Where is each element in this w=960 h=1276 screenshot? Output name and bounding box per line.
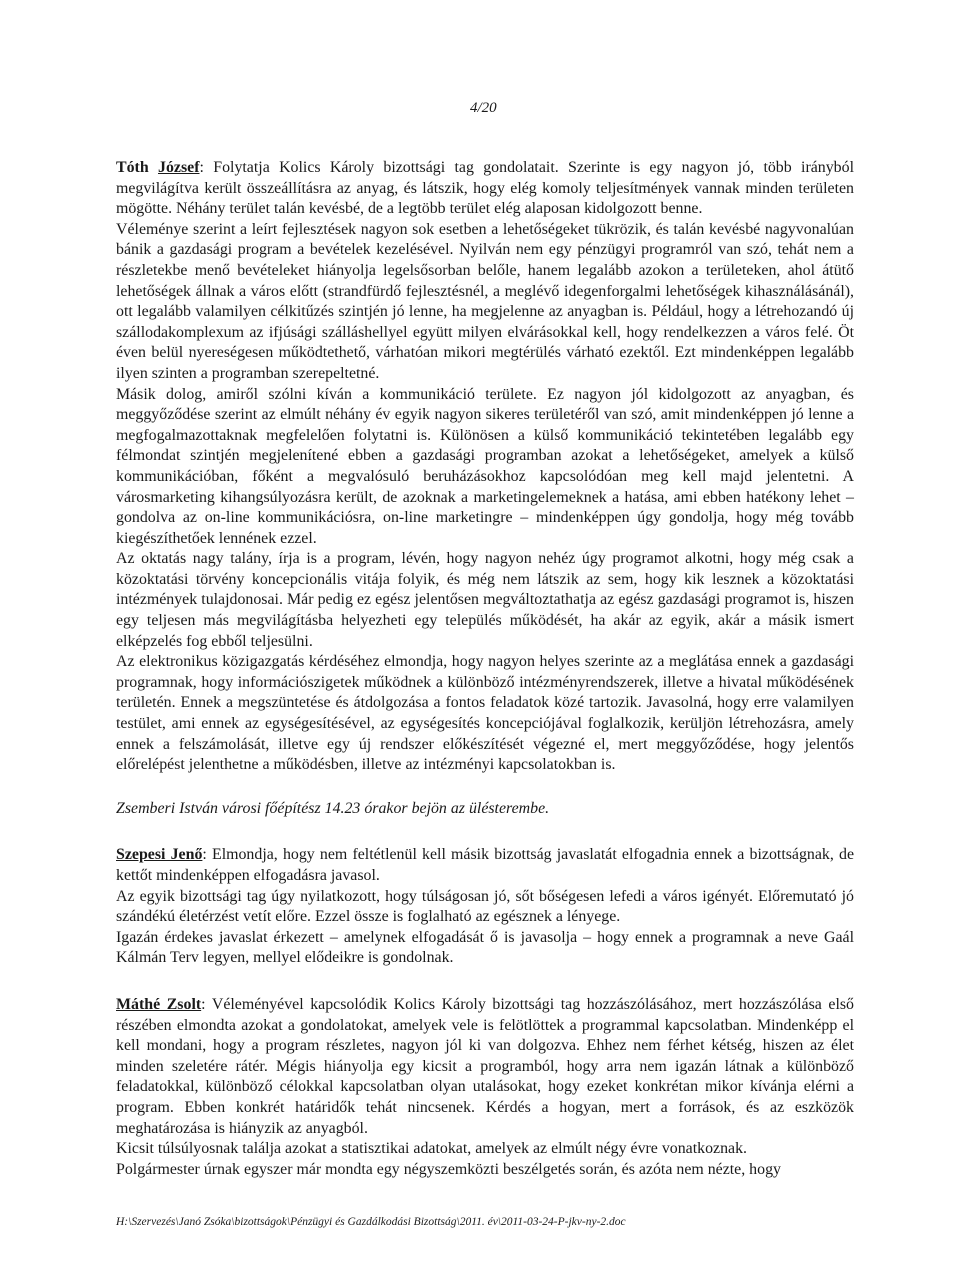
paragraph: Az oktatás nagy talány, írja is a program, lévén, hogy nagyon nehéz úgy programot alkotni, hogy még csak a közoktatási törvény koncepcionális vitája folyik, és még nem látszik az sem, hogy kik lesznek a közoktatási intézmények tulajdonosai. Már pedig ez egész jelentősen megváltoztathatja az egész gazdasági programot is, hiszen egy teljesen más megvilágításba helyezheti egy település működését, ha akár az egyik, akár a másik ismert elképzelés fog ebből teljesülni. <box>116 550 854 650</box>
document-body <box>116 158 854 1180</box>
paragraph <box>116 995 854 1139</box>
paragraph: Az elektronikus közigazgatás kérdéséhez elmondja, hogy nagyon helyes szerinte az a meglátása ennek a gazdasági programnak, hogy információszigetek működnek a különböző intézményrendszerek, illetve a hivatal működésének területén. Ennek a megszüntetése és átdolgozása a fontos feladatok közé tartozik. Javasolná, hogy erre valamilyen testület, ami ennek az egységesítésével, az egységesítés koncepciójával foglalkozik, kerüljön létrehozásra, amely ennek a felszámolását, illetve egy új rendszer előkészítését végezné el, mert meggyőződése, hogy jelentős előrelépést jelenthetne a működésben, illetve az intézményi kapcsolatokban is. <box>116 653 854 774</box>
paragraph <box>116 158 854 220</box>
paragraph: Véleménye szerint a leírt fejlesztések nagyon sok esetben a lehetőségeket tükrözik, és talán kevésbé nagyvonalúan bánik a gazdasági program a bevételek kezelésével. Nyilván nem egy pénzügyi programról van szó, tehát nem a részletekbe menő bevételeket hiányolja legelsősorban belőle, hanem legalább azokon a területeken, ahol átütő lehetőségek állnak a város előtt (strandfürdő fejlesztésnél, a meglévő idegenforgalmi lehetőségek kihasználásánál), ott legalább valamilyen célkitűzés szintjén jó lenne, ha megjelenne az anyagban is. Például, hogy a létrehozandó új szállodakomplexum az ifjúsági szálláshellyel együtt milyen elvárásokkal kell, hogy rendelkezzen a város felé. Öt éven belül nyereségesen működtethető, várhatóan mikori megtérülés várható ezektől. Ezt mindenképpen legalább ilyen szinten a programban szerepeltetné. <box>116 220 854 382</box>
speaker-name-toth <box>116 159 200 176</box>
speaker-name-szepesi: Szepesi Jenő <box>116 846 203 864</box>
spacer <box>116 819 854 845</box>
paragraph: Kicsit túlsúlyosnak találja azokat a statisztikai adatokat, amelyek az elmúlt négy évre vonatkoznak. <box>116 1140 747 1158</box>
speaker-last-name: József <box>158 159 200 176</box>
paragraph: Polgármester úrnak egyszer már mondta egy négyszemközti beszélgetés során, és azóta nem nézte, hogy <box>116 1160 781 1178</box>
speaker-first-name: Tóth <box>116 159 159 176</box>
paragraph: Igazán érdekes javaslat érkezett – amelynek elfogadását ő is javasolja – hogy ennek a programnak a neve Gaál Kálmán Terv legyen, mellyel elődeikre is gondolnak. <box>116 928 854 967</box>
paragraph-text: : Folytatja Kolics Károly bizottsági tag gondolatait. Szerinte is egy nagyon jó, több irányból megvilágítva került összeállításra az anyag, és látszik, hogy elég komoly teljesítmények vannak minden területen mögötte. Néhány terület talán kevésbé, de a legtöbb terület elég alaposan kidolgozott benne. <box>116 159 854 218</box>
spacer <box>116 776 854 799</box>
paragraph <box>116 845 854 886</box>
paragraph: Az egyik bizottsági tag úgy nyilatkozott, hogy túlságosan jó, sőt bőségesen lefedi a város igényét. Előremutató jó szándékú életérzést vetít előre. Ezzel össze is foglalható az egésznek a lényege. <box>116 887 854 926</box>
paragraph-text: : Véleményével kapcsolódik Kolics Károly bizottsági tag hozzászólásához, mert hozzászólása első részében elmondta azokat a gondolatokat, amelyek vele is felötlöttek a programmal kapcsolatban. Mindenképp el kell mondani, hogy a program részletes, nagyon jól ki van dolgozva. Ehhez nem férhet kétség, hiszen az élet minden szeletére rátér. Mégis hiányolja egy kicsit a programból, hogy arra nem igazán látnak a különböző feladatokkal, különböző célokkal kapcsolatban olyan utalásokat, hogy ezeket konkrétan mikor kívánja elérni a program. Ebben konkrét határidők tehát nincsenek. Kérdés a hogyan, mert a források, és az eszközök meghatározása is hiányzik az anyagból. <box>116 995 854 1137</box>
paragraph: Másik dolog, amiről szólni kíván a kommunikáció területe. Ez nagyon jól kidolgozott az anyagban, és meggyőződése szerint az elmúlt néhány év egyik nagyon sikeres területéről van szó, amit mindenképpen jó lenne a megfogalmazottaknak megfelelően folytatni is. Különösen a külső kommunikáció tekintetében legalább egy félmondat szintjén megjelenítené ebben a gazdasági programban azokat a lehetőségeket, amelyek a külső kommunikációban, főként a megvalósuló beruházásokhoz kapcsolódóan meg kell majd jelentetni. A városmarketing kihangsúlyozásra került, de azoknak a marketingelemeknek a hatása, ami ebben hatékony lehet – gondolva az on-line kommunikációsra, on-line marketingre – mindenképpen úgy gondolja, hogy még tovább kiegészíthetőek lennének ezzel. <box>116 385 854 547</box>
footer-file-path: H:\Szervezés\Janó Zsóka\bizottságok\Pénzügyi és Gazdálkodási Bizottság\2011. év\2011-03-24-P-jkv-ny-2.doc <box>116 1216 626 1228</box>
paragraph-text: : Elmondja, hogy nem feltétlenül kell másik bizottság javaslatát elfogadnia ennek a bizottságnak, de kettőt mindenképpen elfogadásra javasol. <box>116 846 855 884</box>
spacer <box>116 969 854 995</box>
speaker-name-mathe: Máthé Zsolt <box>116 995 202 1013</box>
italic-note: Zsemberi István városi főépítész 14.23 órakor bejön az ülésterembe. <box>116 799 550 817</box>
page-number: 4/20 <box>470 100 497 116</box>
